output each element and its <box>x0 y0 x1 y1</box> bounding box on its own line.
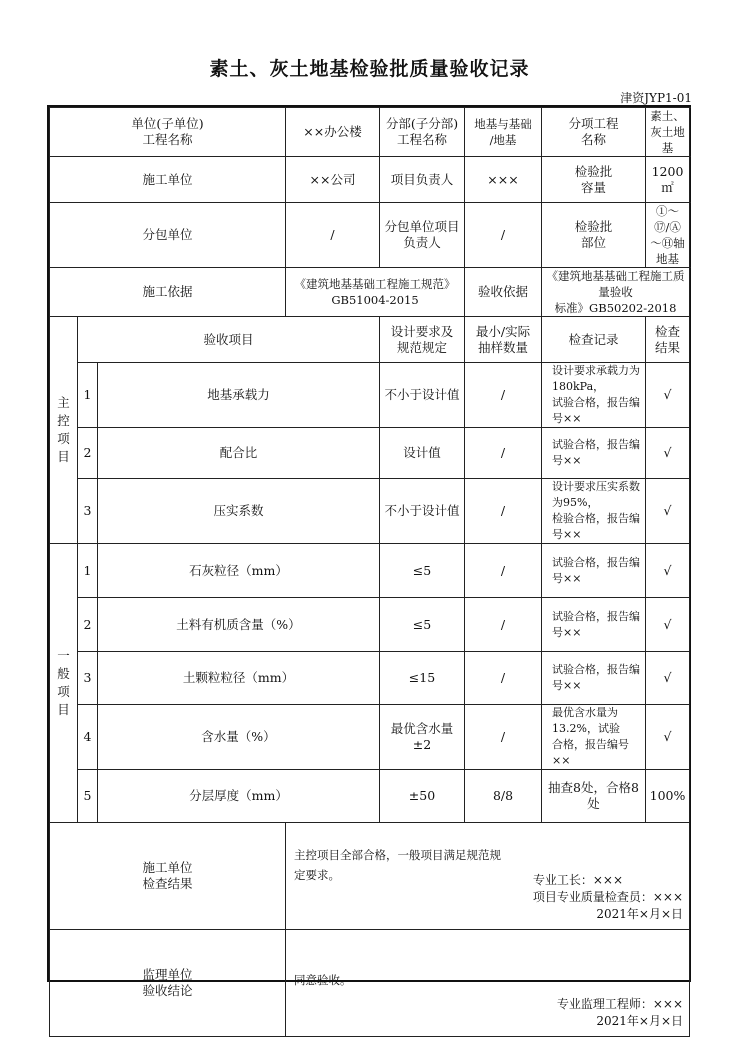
batch-capacity-value: 1200㎡ <box>646 157 690 203</box>
item-record: 试验合格，报告编号×× <box>542 428 646 479</box>
item-sample: / <box>465 652 542 705</box>
subcontractor-value: / <box>286 203 380 268</box>
item-no: 4 <box>78 705 98 770</box>
form-code: 津资JYP1-01 <box>620 91 692 105</box>
item-result: √ <box>646 705 690 770</box>
acceptance-basis-label: 验收依据 <box>465 268 542 317</box>
subitem-name-value: 素土、灰土地基 <box>646 108 690 157</box>
sub-manager-value: / <box>465 203 542 268</box>
item-sample: / <box>465 428 542 479</box>
item-result: √ <box>646 479 690 544</box>
manager-label: 项目负责人 <box>380 157 465 203</box>
column-record: 检查记录 <box>542 317 646 363</box>
sub-manager-label: 分包单位项目 负责人 <box>380 203 465 268</box>
construction-check-date: 2021年×月×日 <box>596 907 683 921</box>
division-name-value: 地基与基础 /地基 <box>465 108 542 157</box>
item-sample: / <box>465 479 542 544</box>
item-name: 含水量（%） <box>98 705 380 770</box>
batch-location-value: ①～⑰/Ⓐ～Ⓗ轴 地基 <box>646 203 690 268</box>
item-name: 地基承载力 <box>98 363 380 428</box>
item-no: 1 <box>78 363 98 428</box>
item-record: 抽查8处，合格8处 <box>542 770 646 823</box>
item-sample: 8/8 <box>465 770 542 823</box>
unit-name-value: ××办公楼 <box>286 108 380 157</box>
construction-check-text: 主控项目全部合格，一般项目满足规范规 定要求。 <box>294 848 501 882</box>
item-design: 不小于设计值 <box>380 479 465 544</box>
item-record: 试验合格，报告编号×× <box>542 598 646 652</box>
item-name: 土颗粒粒径（mm） <box>98 652 380 705</box>
item-no: 3 <box>78 479 98 544</box>
item-no: 2 <box>78 428 98 479</box>
batch-capacity-label: 检验批 容量 <box>542 157 646 203</box>
item-design: ≤15 <box>380 652 465 705</box>
item-no: 1 <box>78 544 98 598</box>
construction-check-cell <box>286 823 690 930</box>
supervision-check-text: 同意验收。 <box>294 973 352 987</box>
table-row <box>50 479 690 544</box>
subitem-name-label: 分项工程 名称 <box>542 108 646 157</box>
item-name: 石灰粒径（mm） <box>98 544 380 598</box>
batch-location-label: 检验批 部位 <box>542 203 646 268</box>
item-result: 100% <box>646 770 690 823</box>
basis-label: 施工依据 <box>50 268 286 317</box>
inspector-signature: 项目专业质量检查员：××× <box>532 890 683 904</box>
acceptance-basis-value: 《建筑地基基础工程施工质量验收 标准》GB50202-2018 <box>542 268 690 317</box>
item-design: 不小于设计值 <box>380 363 465 428</box>
item-result: √ <box>646 363 690 428</box>
item-design: 最优含水量 ±2 <box>380 705 465 770</box>
item-no: 3 <box>78 652 98 705</box>
item-no: 2 <box>78 598 98 652</box>
division-name-label: 分部(子分部) 工程名称 <box>380 108 465 157</box>
table-row <box>50 770 690 823</box>
item-no: 5 <box>78 770 98 823</box>
item-name: 分层厚度（mm） <box>98 770 380 823</box>
item-sample: / <box>465 598 542 652</box>
item-design: 设计值 <box>380 428 465 479</box>
item-record: 最优含水量为13.2%，试验 合格，报告编号×× <box>542 705 646 770</box>
column-sample: 最小/实际 抽样数量 <box>465 317 542 363</box>
supervision-engineer-signature: 专业监理工程师：××× <box>556 997 683 1011</box>
item-name: 土料有机质含量（%） <box>98 598 380 652</box>
item-record: 设计要求压实系数为95%， 检验合格，报告编号×× <box>542 479 646 544</box>
item-record: 试验合格，报告编号×× <box>542 652 646 705</box>
contractor-label: 施工单位 <box>50 157 286 203</box>
table-row <box>50 652 690 705</box>
column-design: 设计要求及 规范规定 <box>380 317 465 363</box>
table-row <box>50 598 690 652</box>
item-sample: / <box>465 705 542 770</box>
item-result: √ <box>646 428 690 479</box>
column-item: 验收项目 <box>78 317 380 363</box>
page-title: 素土、灰土地基检验批质量验收记录 <box>209 58 530 80</box>
item-name: 压实系数 <box>98 479 380 544</box>
contractor-value: ××公司 <box>286 157 380 203</box>
item-result: √ <box>646 544 690 598</box>
supervision-check-cell <box>286 930 690 1037</box>
table-row <box>50 363 690 428</box>
item-design: ±50 <box>380 770 465 823</box>
foreman-signature: 专业工长：××× <box>532 873 623 887</box>
general-group-label: 一 般 项 目 <box>50 544 78 823</box>
item-sample: / <box>465 363 542 428</box>
basis-value: 《建筑地基基础工程施工规范》 GB51004-2015 <box>286 268 465 317</box>
item-result: √ <box>646 652 690 705</box>
table-row <box>50 705 690 770</box>
table-row <box>50 428 690 479</box>
item-record: 设计要求承载力为180kPa， 试验合格，报告编号×× <box>542 363 646 428</box>
item-design: ≤5 <box>380 598 465 652</box>
item-name: 配合比 <box>98 428 380 479</box>
inspection-record-table <box>49 107 690 1037</box>
manager-value: ××× <box>465 157 542 203</box>
item-sample: / <box>465 544 542 598</box>
column-result: 检查 结果 <box>646 317 690 363</box>
supervision-check-label: 监理单位 验收结论 <box>50 930 286 1037</box>
item-record: 试验合格，报告编号×× <box>542 544 646 598</box>
unit-name-label: 单位(子单位) 工程名称 <box>50 108 286 157</box>
main-control-group-label: 主 控 项 目 <box>50 317 78 544</box>
supervision-check-date: 2021年×月×日 <box>596 1014 683 1028</box>
item-design: ≤5 <box>380 544 465 598</box>
table-row <box>50 544 690 598</box>
construction-check-label: 施工单位 检查结果 <box>50 823 286 930</box>
subcontractor-label: 分包单位 <box>50 203 286 268</box>
item-result: √ <box>646 598 690 652</box>
